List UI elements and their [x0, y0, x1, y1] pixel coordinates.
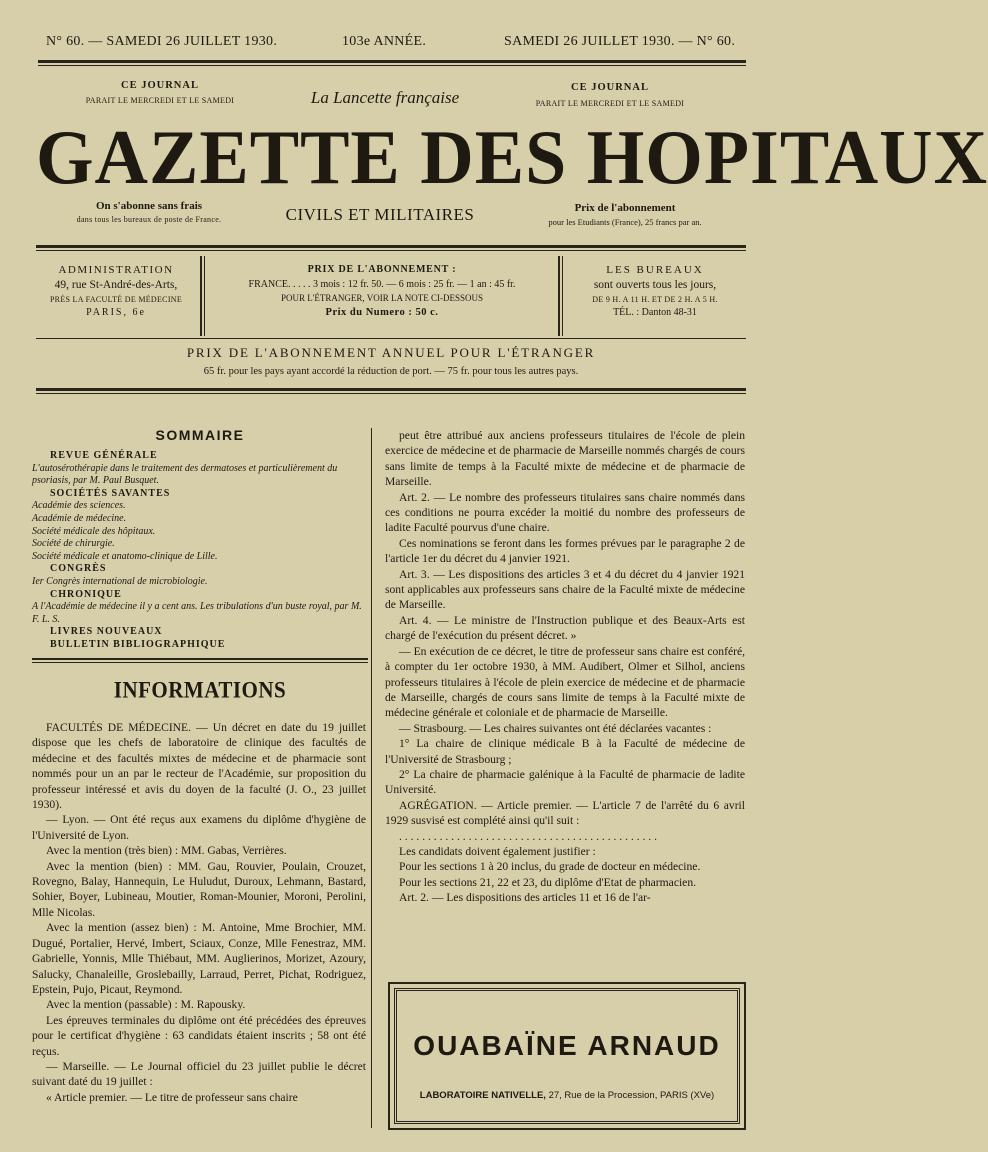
issue-right: SAMEDI 26 JUILLET 1930. — N° 60.	[504, 34, 736, 49]
sommaire-title: SOMMAIRE	[155, 427, 245, 443]
mast-rule-thin	[36, 250, 746, 251]
ad-title: OUABAÏNE ARNAUD	[413, 1030, 721, 1061]
right-paragraph: Les candidats doivent également justifier :	[399, 844, 596, 858]
left-paragraph: Avec la mention (assez bien) : M. Antoine, Mme Brochier, MM. Dugué, Portalier, Hervé, Imbert, Sciaux, Conze, Mlle Fenestraz, MM. Gabrielle, Yonnis, Mlle Thiébaut, MM. Auglierinos, Morizet, Azoury, Salucky, Chanaleille, Groslebailly, Larraud, Perret, Pichat, Rodriguez, Epstein, Pujo, Picaut, Reymond.	[32, 921, 366, 996]
admin-city: PARIS, 6e	[86, 307, 146, 318]
right-paragraph: Ces nominations se feront dans les formes prévues par le paragraphe 2 de l'article 1er du décret du 4 janvier 1921.	[385, 536, 745, 566]
right-paragraph: Art. 4. — Le ministre de l'Instruction publique et des Beaux-Arts est chargé de l'exécution du présent décret. »	[385, 613, 745, 643]
price-number: Prix du Numero : 50 c.	[325, 307, 439, 318]
sommaire-heading: BULLETIN BIBLIOGRAPHIQUE	[50, 638, 226, 650]
sommaire-heading: CONGRÈS	[50, 563, 107, 575]
right-paragraph: AGRÉGATION. — Article premier. — L'article 7 de l'arrêté du 6 avril 1929 susvisé est complété ainsi qu'il suit :	[385, 798, 745, 828]
sommaire-entry: Académie de médecine.	[32, 512, 127, 524]
informations-title: INFORMATIONS	[113, 676, 287, 704]
price-students-line: pour les Etudiants (France), 25 francs par an.	[548, 217, 702, 227]
top-rule	[38, 60, 746, 63]
masthead-subtitle: CIVILS ET MILITAIRES	[285, 205, 475, 224]
right-paragraph: Art. 2. — Le nombre des professeurs titulaires sans chaire nommés dans ces conditions ne pourra excéder la moitié du nombre des professeurs de ladite Faculté pourvus d'une chaire.	[385, 490, 745, 535]
subscribe-line: dans tous les bureaux de poste de France.	[76, 215, 222, 224]
admin-divider-2	[558, 256, 560, 336]
left-paragraph: — Marseille. — Le Journal officiel du 23 juillet publie le décret suivant daté du 19 juillet :	[32, 1059, 366, 1089]
right-paragraph: Pour les sections 1 à 20 inclus, du grade de docteur en médecine.	[399, 860, 701, 874]
masthead-left-title: CE JOURNAL	[121, 80, 199, 91]
right-paragraph: — En exécution de ce décret, le titre de professeur sans chaire est conféré, à compter du 1er octobre 1930, à MM. Audibert, Olmer et Silhol, anciens professeurs titulaires à l'école de plein exercice de médecine et de pharmacie de Marseille, chargés de cours sans limite de temps à la Faculté mixte de médecine générale et coloniale et de pharmacie de Marseille.	[385, 644, 745, 720]
left-paragraph: — Lyon. — Ont été reçus aux examens du diplôme d'hygiène de l'Université de Lyon.	[32, 813, 366, 842]
left-paragraph: Les épreuves terminales du diplôme ont été précédées des épreuves pour le certificat d'hygiène : 63 candidats étaient inscrits ; 58 ont été reçus.	[32, 1013, 366, 1058]
right-paragraph: Art. 3. — Les dispositions des articles 3 et 4 du décret du 4 janvier 1921 sont applicables aux professeurs sans chaire de la Faculté mixte de médecine de Marseille.	[385, 567, 745, 612]
right-paragraph: 2° La chaire de pharmacie galénique à la Faculté de pharmacie de ladite Université.	[385, 767, 745, 797]
price-title: PRIX DE L'ABONNEMENT :	[307, 264, 457, 275]
left-column	[32, 720, 366, 1105]
left-paragraph: Avec la mention (très bien) : MM. Gabas, Verrières.	[46, 844, 287, 858]
foreign-rule	[36, 388, 746, 391]
ad-box	[388, 982, 746, 1130]
foreign-rule-thin	[36, 393, 746, 394]
foreign-title: PRIX DE L'ABONNEMENT ANNUEL POUR L'ÉTRANGER	[186, 345, 596, 360]
bureaux-hours: DE 9 H. A 11 H. ET DE 2 H. A 5 H.	[592, 295, 718, 304]
foreign-line: 65 fr. pour les pays ayant accordé la réduction de port. — 75 fr. pour tous les autres pays.	[203, 366, 579, 377]
sommaire-entry: L'autosérothérapie dans le traitement des dermatoses et particulièrement du psoriasis, par M. Paul Busquet.	[32, 462, 338, 487]
price-france: FRANCE. . . . . 3 mois : 12 fr. 50. — 6 mois : 25 fr. — 1 an : 45 fr.	[248, 279, 516, 290]
right-paragraph: 1° La chaire de clinique médicale B à la Faculté de médecine de l'Université de Strasbourg ;	[385, 737, 745, 766]
sommaire-heading: REVUE GÉNÉRALE	[50, 450, 158, 461]
issue-year: 103e ANNÉE.	[342, 34, 427, 49]
price-students-bold: Prix de l'abonnement	[574, 202, 676, 214]
admin-divider-1b	[204, 256, 205, 336]
masthead-lancette: La Lancette française	[310, 88, 460, 107]
right-paragraph: Art. 2. — Les dispositions des articles 11 et 16 de l'ar-	[399, 891, 651, 905]
left-paragraph: Avec la mention (bien) : MM. Gau, Rouvier, Poulain, Crouzet, Rovegno, Balay, Hannequin, Le Huludut, Duroux, Lehmann, Bastard, Sohier, Boyer, Lubineau, Moutier, Roman-Mounier, Moroni, Perolini, Mlle Nicolas.	[32, 859, 366, 919]
right-paragraph: — Strasbourg. — Les chaires suivantes ont été déclarées vacantes :	[399, 721, 712, 735]
admin-address: 49, rue St-André-des-Arts,	[54, 279, 178, 291]
sommaire-heading: CHRONIQUE	[50, 588, 122, 600]
sommaire-heading: SOCIÉTÉS SAVANTES	[50, 487, 171, 499]
sommaire-heading: LIVRES NOUVEAUX	[50, 626, 163, 638]
sommaire-entry: Société médicale et anatomo-clinique de Lille.	[32, 550, 218, 562]
issue-left: N° 60. — SAMEDI 26 JUILLET 1930.	[46, 34, 278, 49]
right-paragraph: . . . . . . . . . . . . . . . . . . . . . . . . . . . . . . . . . . . . . . . . . . . . .	[399, 829, 657, 843]
sommaire-entry: Ier Congrès international de microbiologie.	[32, 575, 208, 587]
admin-band	[36, 254, 746, 339]
admin-title: ADMINISTRATION	[58, 264, 174, 276]
masthead-left-line: PARAIT LE MERCREDI ET LE SAMEDI	[85, 96, 235, 105]
sommaire-entry: Société médicale des hôpitaux.	[32, 525, 156, 537]
right-paragraph: Pour les sections 21, 22 et 23, du diplôme d'Etat de pharmacien.	[399, 875, 697, 889]
ad-address: 27, Rue de la Procession, PARIS (XVe)	[548, 1090, 715, 1101]
column-divider	[371, 428, 372, 1128]
price-foreign-note: POUR L'ÉTRANGER, VOIR LA NOTE CI-DESSOUS	[281, 293, 483, 303]
masthead-title: GAZETTE DES HOPITAUX	[36, 114, 988, 202]
right-paragraph: peut être attribué aux anciens professeurs titulaires de l'école de plein exercice de médecine et de pharmacie de Marseille nommés chargés de cours sans limite de temps à la Faculté mixte de médecine et de pharmacie de Marseille.	[385, 429, 745, 489]
bureaux-phone: TÉL. : Danton 48-31	[613, 307, 697, 318]
right-column	[385, 428, 745, 906]
admin-near: PRÈS LA FACULTÉ DE MÉDECINE	[49, 295, 183, 304]
sommaire-rule-thin	[32, 662, 368, 663]
top-rule-thin	[38, 65, 746, 66]
bureaux-title: LES BUREAUX	[606, 264, 704, 276]
left-paragraph: FACULTÉS DE MÉDECINE. — Un décret en date du 19 juillet dispose que les chefs de laboratoire de clinique des facultés de médecine et des facultés mixtes de médecine et de pharmacie sont nommés pour un an par le recteur de l'Académie, sur proposition du professeur intéressé et avis du doyen de la faculté (J. O., 23 juillet 1930).	[32, 721, 366, 812]
sommaire-list	[32, 450, 368, 652]
left-paragraph: Avec la mention (passable) : M. Rapousky.	[46, 998, 246, 1012]
masthead-right-title: CE JOURNAL	[571, 82, 649, 93]
bureaux-open: sont ouverts tous les jours,	[593, 279, 717, 291]
sommaire-entry: A l'Académie de médecine il y a cent ans. Les tribulations d'un buste royal, par M. F. L. S.	[32, 601, 362, 625]
admin-divider-1	[200, 256, 202, 336]
mast-rule	[36, 245, 746, 248]
left-paragraph: « Article premier. — Le titre de professeur sans chaire	[46, 1090, 298, 1104]
sommaire-entry: Société de chirurgie.	[32, 538, 115, 550]
sommaire-entry: Académie des sciences.	[32, 500, 126, 512]
ad-lab: LABORATOIRE NATIVELLE,	[419, 1090, 546, 1101]
sommaire-rule	[32, 658, 368, 660]
admin-divider-2b	[562, 256, 563, 336]
subscribe-bold: On s'abonne sans frais	[95, 200, 203, 212]
masthead-right-line: PARAIT LE MERCREDI ET LE SAMEDI	[535, 99, 685, 108]
